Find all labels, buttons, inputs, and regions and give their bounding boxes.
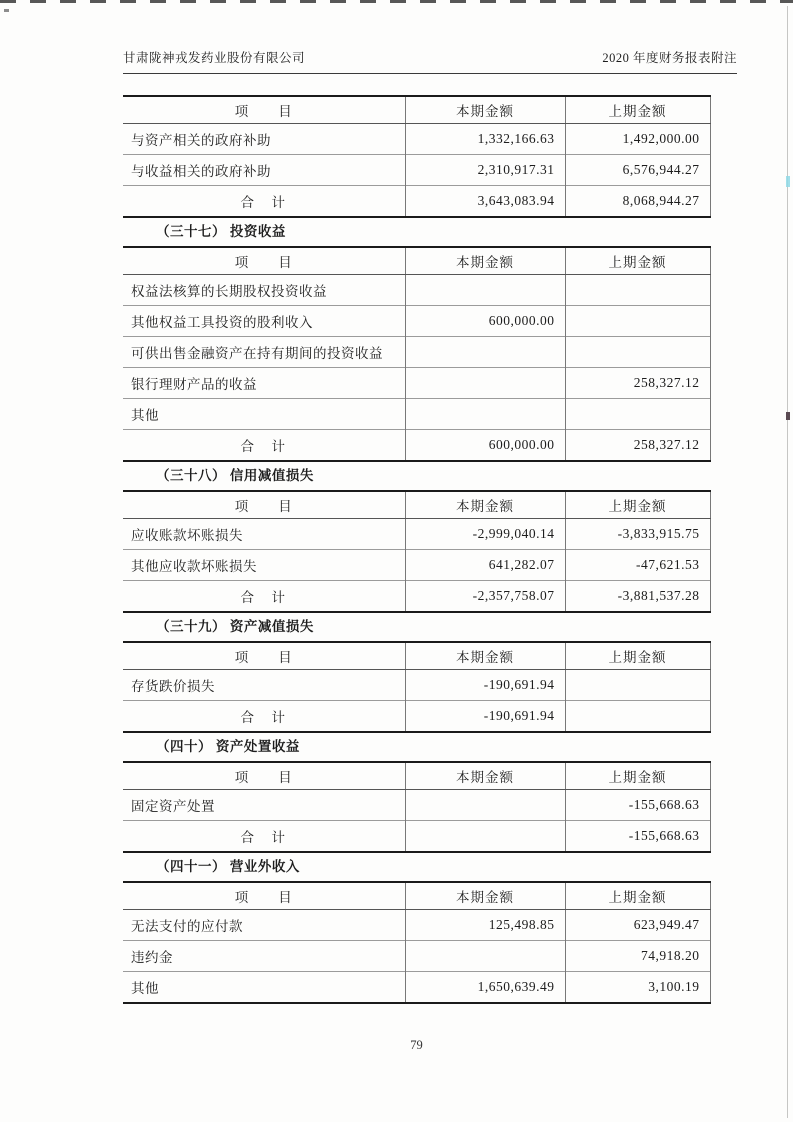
row-item: 与收益相关的政府补助 [123, 155, 405, 186]
table-credit-impairment-loss [123, 490, 711, 613]
section-heading-asset-impairment-loss: （三十九） 资产减值损失 [156, 619, 314, 634]
scan-speck [4, 9, 9, 12]
row-current-amount: -190,691.94 [405, 670, 565, 701]
row-prior-amount [565, 701, 710, 733]
row-current-amount: -2,357,758.07 [405, 581, 565, 613]
table-total-row [123, 701, 710, 733]
row-prior-amount: 258,327.12 [565, 430, 710, 462]
table-header-row [123, 96, 710, 124]
row-current-amount: 641,282.07 [405, 550, 565, 581]
table-row [123, 399, 710, 430]
row-prior-amount: -3,881,537.28 [565, 581, 710, 613]
column-header-item: 项 目 [123, 882, 405, 910]
row-current-amount: -190,691.94 [405, 701, 565, 733]
table-investment-income [123, 246, 711, 462]
column-header-prior-period: 上期金额 [565, 762, 710, 790]
row-current-amount: 3,643,083.94 [405, 186, 565, 218]
scan-artifact-right-edge [787, 6, 788, 1118]
scan-artifact-top-edge [0, 0, 793, 3]
table-header-row [123, 642, 710, 670]
table-row [123, 368, 710, 399]
table-total-row [123, 821, 710, 853]
report-title: 2020 年度财务报表附注 [602, 51, 737, 65]
table-row [123, 790, 710, 821]
row-item: 合 计 [123, 430, 405, 462]
row-prior-amount: 623,949.47 [565, 910, 710, 941]
row-current-amount [405, 790, 565, 821]
column-header-item: 项 目 [123, 642, 405, 670]
column-header-current-period: 本期金额 [405, 882, 565, 910]
row-item: 存货跌价损失 [131, 679, 215, 694]
row-item: 固定资产处置 [131, 799, 215, 814]
column-header-current-period: 本期金额 [405, 247, 565, 275]
row-current-amount [405, 941, 565, 972]
column-header-prior-period: 上期金额 [565, 642, 710, 670]
row-item: 应收账款坏账损失 [131, 528, 243, 543]
row-item: 合 计 [123, 581, 405, 613]
row-prior-amount: 74,918.20 [565, 941, 710, 972]
table-header-row [123, 882, 710, 910]
table-row [123, 972, 710, 1004]
table-row [123, 519, 710, 550]
table-total-row [123, 430, 710, 462]
table-total-row [123, 186, 710, 218]
column-header-prior-period: 上期金额 [565, 247, 710, 275]
row-current-amount [405, 275, 565, 306]
row-item: 权益法核算的长期股权投资收益 [131, 284, 327, 299]
row-item: 其他 [123, 972, 405, 1004]
row-item: 可供出售金融资产在持有期间的投资收益 [123, 337, 405, 368]
row-prior-amount [565, 399, 710, 430]
column-header-current-period: 本期金额 [405, 642, 565, 670]
column-header-current-period: 本期金额 [405, 96, 565, 124]
table-row [123, 124, 710, 155]
row-item: 合 计 [123, 821, 405, 853]
column-header-item: 项 目 [123, 491, 405, 519]
table-asset-disposal-income [123, 761, 711, 853]
row-item: 合 计 [123, 701, 405, 733]
row-item: 其他应收款坏账损失 [123, 550, 405, 581]
row-prior-amount: 3,100.19 [565, 972, 710, 1004]
table-row [123, 910, 710, 941]
table-row [123, 670, 710, 701]
row-prior-amount: 1,492,000.00 [565, 124, 710, 155]
column-header-item: 项 目 [123, 762, 405, 790]
row-item: 无法支付的应付款 [131, 919, 243, 934]
table-government-grants [123, 95, 711, 218]
row-item: 其他权益工具投资的股利收入 [123, 306, 405, 337]
page-number: 79 [410, 1038, 423, 1052]
column-header-item: 项 目 [123, 247, 405, 275]
table-header-row [123, 247, 710, 275]
row-prior-amount: 8,068,944.27 [565, 186, 710, 218]
row-item: 违约金 [123, 941, 405, 972]
row-current-amount: 2,310,917.31 [405, 155, 565, 186]
table-row [123, 550, 710, 581]
section-heading-asset-disposal-income: （四十） 资产处置收益 [156, 739, 300, 754]
row-current-amount: -2,999,040.14 [405, 519, 565, 550]
document-header [123, 48, 737, 74]
table-row [123, 941, 710, 972]
row-prior-amount [565, 275, 710, 306]
row-item: 合 计 [123, 186, 405, 218]
row-prior-amount: 258,327.12 [565, 368, 710, 399]
column-header-item: 项 目 [123, 96, 405, 124]
row-item: 银行理财产品的收益 [123, 368, 405, 399]
row-prior-amount [565, 306, 710, 337]
scan-speck [786, 176, 790, 187]
section-heading-non-operating-income: （四十一） 营业外收入 [156, 859, 300, 874]
row-prior-amount [565, 670, 710, 701]
column-header-current-period: 本期金额 [405, 491, 565, 519]
column-header-current-period: 本期金额 [405, 762, 565, 790]
table-non-operating-income [123, 881, 711, 1004]
row-item: 其他 [123, 399, 405, 430]
row-prior-amount: -155,668.63 [565, 821, 710, 853]
row-current-amount: 600,000.00 [405, 430, 565, 462]
row-prior-amount [565, 337, 710, 368]
table-asset-impairment-loss [123, 641, 711, 733]
section-heading-investment-income: （三十七） 投资收益 [156, 224, 286, 239]
row-prior-amount: -155,668.63 [565, 790, 710, 821]
row-current-amount [405, 821, 565, 853]
table-header-row [123, 762, 710, 790]
section-heading-credit-impairment-loss: （三十八） 信用减值损失 [156, 468, 314, 483]
column-header-prior-period: 上期金额 [565, 882, 710, 910]
column-header-prior-period: 上期金额 [565, 491, 710, 519]
row-current-amount [405, 337, 565, 368]
table-row [123, 306, 710, 337]
table-row [123, 275, 710, 306]
row-current-amount [405, 399, 565, 430]
table-row [123, 155, 710, 186]
row-item: 与资产相关的政府补助 [131, 133, 271, 148]
row-prior-amount: -3,833,915.75 [565, 519, 710, 550]
row-current-amount: 600,000.00 [405, 306, 565, 337]
row-current-amount [405, 368, 565, 399]
table-row [123, 337, 710, 368]
row-current-amount: 125,498.85 [405, 910, 565, 941]
row-prior-amount: -47,621.53 [565, 550, 710, 581]
company-name: 甘肃陇神戎发药业股份有限公司 [123, 51, 306, 65]
column-header-prior-period: 上期金额 [565, 96, 710, 124]
table-total-row [123, 581, 710, 613]
scan-speck [786, 412, 790, 420]
row-current-amount: 1,332,166.63 [405, 124, 565, 155]
table-header-row [123, 491, 710, 519]
row-prior-amount: 6,576,944.27 [565, 155, 710, 186]
page-content [123, 95, 710, 1004]
row-current-amount: 1,650,639.49 [405, 972, 565, 1004]
